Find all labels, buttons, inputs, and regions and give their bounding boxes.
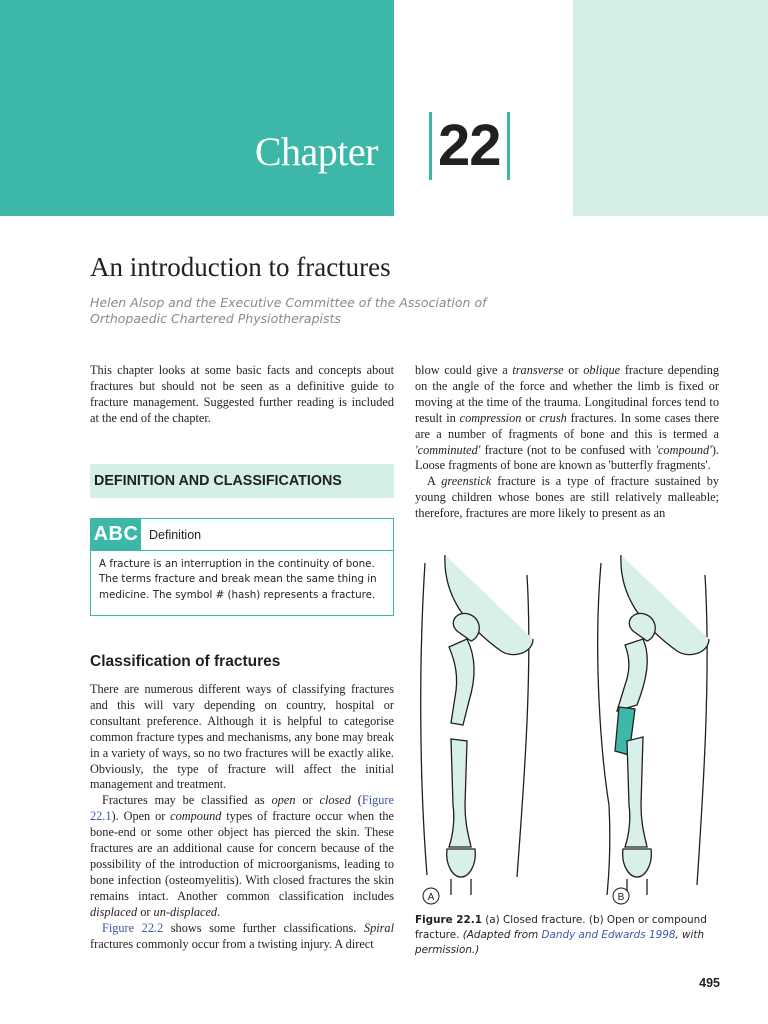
chapter-banner-light [573, 0, 768, 216]
definition-label: Definition [149, 527, 202, 542]
figure-22-2-link[interactable]: Figure 22.2 [102, 920, 164, 935]
label-a-marker [423, 888, 439, 904]
figure-caption [415, 913, 735, 958]
classification-paragraph-1: There are numerous different ways of classifying fractures and this will vary depending on country, hospital or consultant preference. Although it is helpful to categorise common fracture types and mechanisms, any bone may break in a variety of ways, so no two fractures will be exactly alike. Obviously, the type of fracture will affect the initial management and treatment. [90, 682, 394, 792]
label-b: B [617, 892, 625, 903]
closed-fracture-skin-outline [421, 563, 427, 875]
label-b-marker [613, 888, 629, 904]
definition-text: A fracture is an interruption in the continuity of bone. The terms fracture and break mean the same thing in medicine. The symbol # (hash) represents a fracture. [99, 558, 377, 601]
chapter-number [429, 112, 510, 180]
fracture-figure [405, 555, 735, 907]
definition-box [90, 518, 394, 616]
open-fracture-femur-upper [617, 639, 647, 711]
figure-caption-text: (a) Closed fracture. (b) Open or compound fracture. [415, 914, 707, 941]
section-heading [90, 464, 394, 498]
right-column-body [415, 363, 719, 522]
chapter-number-value: 22 [438, 113, 501, 178]
classification-subheading: Classification of fractures [90, 653, 281, 670]
chapter-authors: Helen Alsop and the Executive Committee of the Association of Orthopaedic Chartered Physiotherapists [90, 295, 487, 326]
fracture-types-paragraph: blow could give a transverse or oblique fracture depending on the angle of the force and whether the limb is fixed or moving at the time of the trauma. Longitudinal forces tend to result in compression or crush fractures. In some cases there are a number of fragments of bone and this is termed a 'comminuted' fracture (not to be confused with 'compound'). Loose fragments of bone are known as 'butterfly fragments'. [415, 363, 719, 473]
citation-link[interactable]: Dandy and Edwards 1998 [541, 929, 676, 941]
figure-caption-source: (Adapted from Dandy and Edwards 1998, with permission.) [415, 929, 705, 956]
open-fracture-femoral-head [629, 613, 655, 641]
classification-paragraph-3: Figure 22.2 shows some further classifications. Spiral fractures commonly occur from a twisting injury. A direct [90, 920, 394, 951]
closed-fracture-pelvis [445, 555, 533, 655]
open-fracture-femur-lower [625, 737, 647, 847]
chapter-banner [0, 0, 394, 216]
abc-badge: ABC [91, 519, 141, 550]
figure-caption-label: Figure 22.1 [415, 914, 482, 926]
closed-fracture-femur-lower [449, 739, 471, 847]
closed-fracture-illustration [421, 555, 533, 895]
open-fracture-skin-outline [598, 563, 610, 895]
label-a: A [427, 892, 435, 903]
figure-22-1-link[interactable]: Figure 22.1 [90, 793, 394, 824]
open-fracture-pelvis [621, 555, 709, 655]
intro-paragraph: This chapter looks at some basic facts and concepts about fractures but should not be seen as a definitive guide to fracture management. Suggested further reading is included at the end of the chapter. [90, 363, 394, 425]
open-fracture-illustration [598, 555, 709, 895]
closed-fracture-femoral-head [453, 613, 479, 641]
classification-paragraph-2: Fractures may be classified as open or closed (Figure 22.1). Open or compound types of fracture occur when the bone-end or some other object has pierced the skin. These fractures are an additional cause for concern because of the possibility of the introduction of microorganisms, leading to bone infection (osteomyelitis). With closed fractures the skin remains intact. Another common classification includes displaced or un-displaced. [90, 793, 394, 919]
closed-fracture-femur-upper [449, 639, 474, 725]
section-heading-text: DEFINITION AND CLASSIFICATIONS [94, 473, 342, 489]
chapter-number-bar-right [507, 112, 510, 180]
chapter-title: An introduction to fractures [90, 252, 391, 282]
page-number: 495 [699, 976, 720, 990]
greenstick-paragraph: A greenstick fracture is a type of fracture sustained by young children whose bones are still relatively malleable; therefore, fractures are more likely to present as an [415, 474, 719, 521]
chapter-label: Chapter [254, 129, 378, 174]
left-column-body [90, 682, 394, 952]
definition-box-header [91, 519, 393, 551]
